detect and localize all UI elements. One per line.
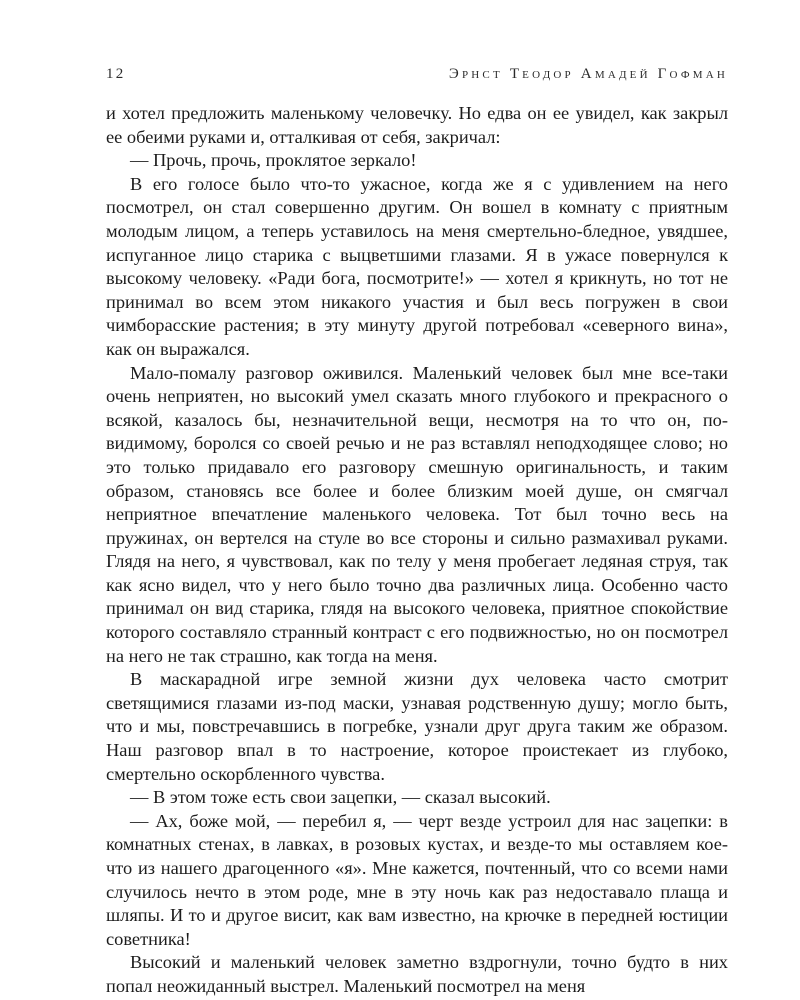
running-head xyxy=(106,66,728,90)
running-title: Эрнст Теодор Амадей Гофман xyxy=(448,66,728,82)
body-text xyxy=(106,102,728,999)
book-page xyxy=(106,66,728,999)
dialogue-line: — Прочь, прочь, проклятое зеркало! xyxy=(130,150,417,171)
paragraph: Высокий и маленький человек заметно вздрогнули, точно будто в них попал неожиданный выстрел. Маленький посмотрел на меня xyxy=(106,952,728,996)
paragraph-continued: и хотел предложить маленькому человечку. Но едва он ее увидел, как закрыл ее обеими руками и, отталкивая от себя, закричал: xyxy=(106,103,728,147)
dialogue-line: — В этом тоже есть свои зацепки, — сказал высокий. xyxy=(130,787,551,808)
paragraph: Мало-помалу разговор оживился. Маленький человек был мне все-таки очень неприятен, но высокий умел сказать много глубокого и прекрасного о всякой, казалось бы, незначительной вещи, несмотря на то что он, по-видимому, боролся со своей речью и не раз вставлял неподходящее слово; но это только придавало его разговору смешную оригинальность, и таким образом, становясь все более и более близким моей душе, он смягчал неприятное впечатление маленького человека. Тот был точно весь на пружинах, он вертелся на стуле во все стороны и сильно размахивал руками. Глядя на него, я чувствовал, как по телу у меня пробегает ледяная струя, так как ясно видел, что у него было точно два различных лица. Особенно часто принимал он вид старика, глядя на высокого человека, приятное спокойствие которого составляло странный контраст с его подвижностью, но он посмотрел на него не так страшно, как тогда на меня. xyxy=(106,362,728,666)
paragraph: В маскарадной игре земной жизни дух человека часто смотрит светящимися глазами из-под маски, узнавая родственную душу; могло быть, что и мы, повстречавшись в погребке, узнали друг друга таким же образом. Наш разговор впал в то настроение, которое проистекает из глубоко, смертельно оскорбленного чувства. xyxy=(106,669,728,784)
dialogue-line: — Ах, боже мой, — перебил я, — черт везде устроил для нас зацепки: в комнатных стенах, в лавках, в розовых кустах, и везде-то мы оставляем кое-что из нашего драгоценного «я». Мне кажется, почтенный, что со всеми нами случилось нечто в этом роде, мне в эту ночь как раз недоставало плаща и шляпы. И то и другое висит, как вам известно, на крючке в передней юстиции советника! xyxy=(106,810,728,949)
page-number: 12 xyxy=(106,66,126,82)
paragraph: В его голосе было что-то ужасное, когда же я с удивлением на него посмотрел, он стал совершенно другим. Он вошел в комнату с приятным молодым лицом, а теперь уставилось на меня смертельно-бледное, увядшее, испуганное лицо старика с выцветшими глазами. Я в ужасе повернулся к высокому человеку. «Ради бога, посмотрите!» — хотел я крикнуть, но тот не принимал во всем этом никакого участия и был весь погружен в свои чимборасские растения; в эту минуту другой потребовал «северного вина», как он выражался. xyxy=(106,173,728,359)
